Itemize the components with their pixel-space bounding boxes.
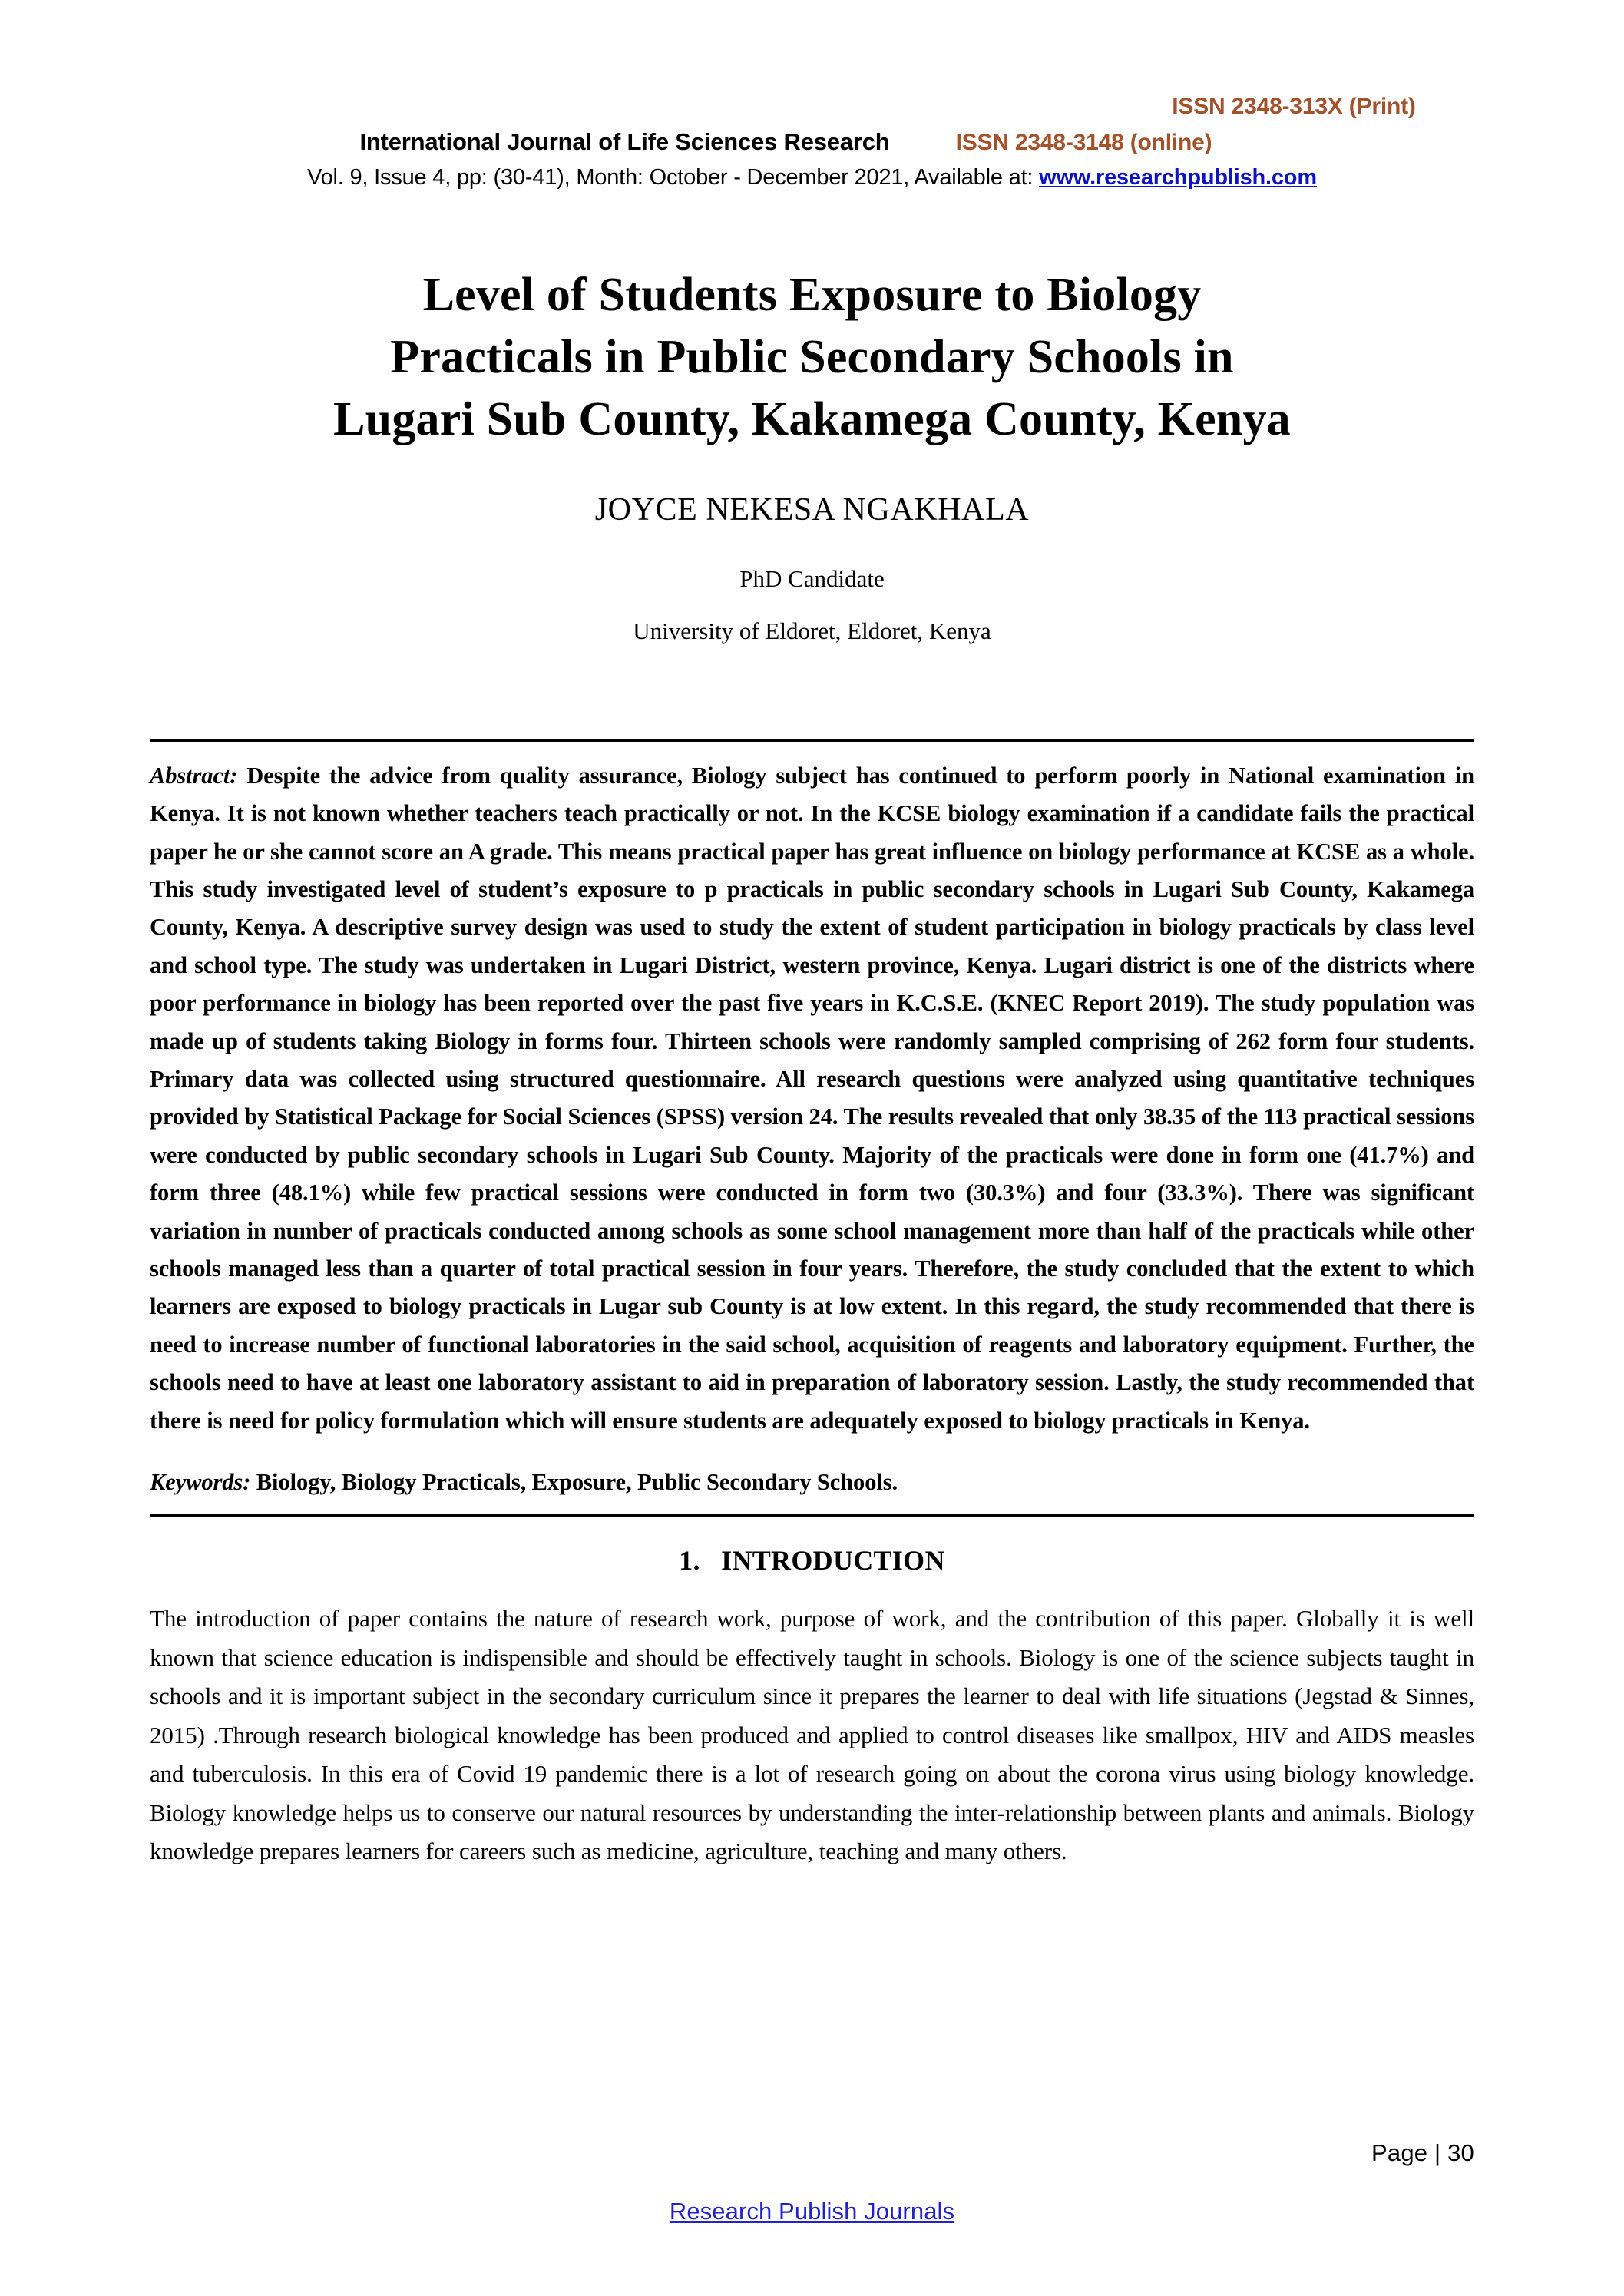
section-heading-introduction (150, 1544, 1474, 1576)
abstract-bottom-rule (150, 1514, 1474, 1517)
keywords-text: Biology, Biology Practicals, Exposure, Public Secondary Schools. (256, 1468, 898, 1495)
section-title: INTRODUCTION (721, 1545, 945, 1576)
title-line-2: Practicals in Public Secondary Schools in (390, 330, 1234, 383)
journal-website-link[interactable]: www.researchpublish.com (1039, 165, 1317, 190)
page-number: Page | 30 (1371, 2139, 1474, 2166)
page-footer (150, 2139, 1474, 2225)
author-institution: University of Eldoret, Eldoret, Kenya (633, 617, 991, 645)
journal-masthead (150, 0, 1474, 194)
masthead-row-volume (150, 162, 1474, 194)
page-title (150, 264, 1474, 450)
volume-issue-info: Vol. 9, Issue 4, pp: (30-41), Month: October - December 2021, Available at: (307, 165, 1034, 190)
issn-print: ISSN 2348-313X (Print) (1172, 94, 1416, 119)
section-number: 1. (679, 1545, 700, 1576)
author-role: PhD Candidate (739, 565, 885, 593)
abstract-label: Abstract: (150, 762, 238, 789)
issn-online: ISSN 2348-3148 (online) (955, 129, 1212, 155)
title-line-3: Lugari Sub County, Kakamega County, Kenya (333, 392, 1291, 445)
introduction-paragraph: The introduction of paper contains the nature of research work, purpose of work, and the contribution of this paper. Globally it is well known that science education is indispensible and should be effectively taught in schools. Biology is one of the science subjects taught in schools and it is important subject in the secondary curriculum since it prepares the learner to deal with life situations (Jegstad & Sinnes, 2015) .Through research biological knowledge has been produced and applied to control diseases like smallpox, HIV and AIDS measles and tuberculosis. In this era of Covid 19 pandemic there is a lot of research going on about the corona virus using biology knowledge. Biology knowledge helps us to conserve our natural resources by understanding the inter-relationship between plants and animals. Biology knowledge prepares learners for careers such as medicine, agriculture, teaching and many others. (150, 1605, 1474, 1865)
keywords-paragraph (150, 1464, 1474, 1501)
journal-name: International Journal of Life Sciences Research (359, 127, 890, 155)
abstract-section (150, 739, 1474, 1517)
abstract-paragraph (150, 757, 1474, 1440)
masthead-row-journal (150, 125, 1474, 160)
keywords-label: Keywords: (150, 1468, 251, 1495)
publisher-link[interactable]: Research Publish Journals (669, 2198, 955, 2225)
abstract-text: Despite the advice from quality assurance, Biology subject has continued to perform poorly in National examination in Kenya. It is not known whether teachers teach practically or not. In the KCSE biology examination if a candidate fails the practical paper he or she cannot score an A grade. This means practical paper has great influence on biology performance at KCSE as a whole. This study investigated level of student’s exposure to p practicals in public secondary schools in Lugari Sub County, Kakamega County, Kenya. A descriptive survey design was used to study the extent of student participation in biology practicals by class level and school type. The study was undertaken in Lugari District, western province, Kenya. Lugari district is one of the districts where poor performance in biology has been reported over the past five years in K.C.S.E. (KNEC Report 2019). The study population was made up of students taking Biology in forms four. Thirteen schools were randomly sampled comprising of 262 form four students. Primary data was collected using structured questionnaire. All research questions were analyzed using quantitative techniques provided by Statistical Package for Social Sciences (SPSS) version 24. The results revealed that only 38.35 of the 113 practical sessions were conducted by public secondary schools in Lugari Sub County. Majority of the practicals were done in form one (41.7%) and form three (48.1%) while few practical sessions were conducted in form two (30.3%) and four (33.3%). There was significant variation in number of practicals conducted among schools as some school management more than half of the practicals while other schools managed less than a quarter of total practical session in four years. Therefore, the study concluded that the extent to which learners are exposed to biology practicals in Lugar sub County is at low extent. In this regard, the study recommended that there is need to increase number of functional laboratories in the said school, acquisition of reagents and laboratory equipment. Further, the schools need to have at least one laboratory assistant to aid in preparation of laboratory session. Lastly, the study recommended that there is need for policy formulation which will ensure students are adequately exposed to biology practicals in Kenya. (150, 762, 1474, 1434)
author-name: JOYCE NEKESA NGAKHALA (594, 492, 1030, 528)
masthead-row-issn-print (150, 91, 1474, 124)
abstract-top-rule (150, 739, 1474, 742)
footer-link-row (150, 2198, 1474, 2225)
title-line-1: Level of Students Exposure to Biology (422, 269, 1202, 322)
author-affiliation-block (150, 564, 1474, 647)
